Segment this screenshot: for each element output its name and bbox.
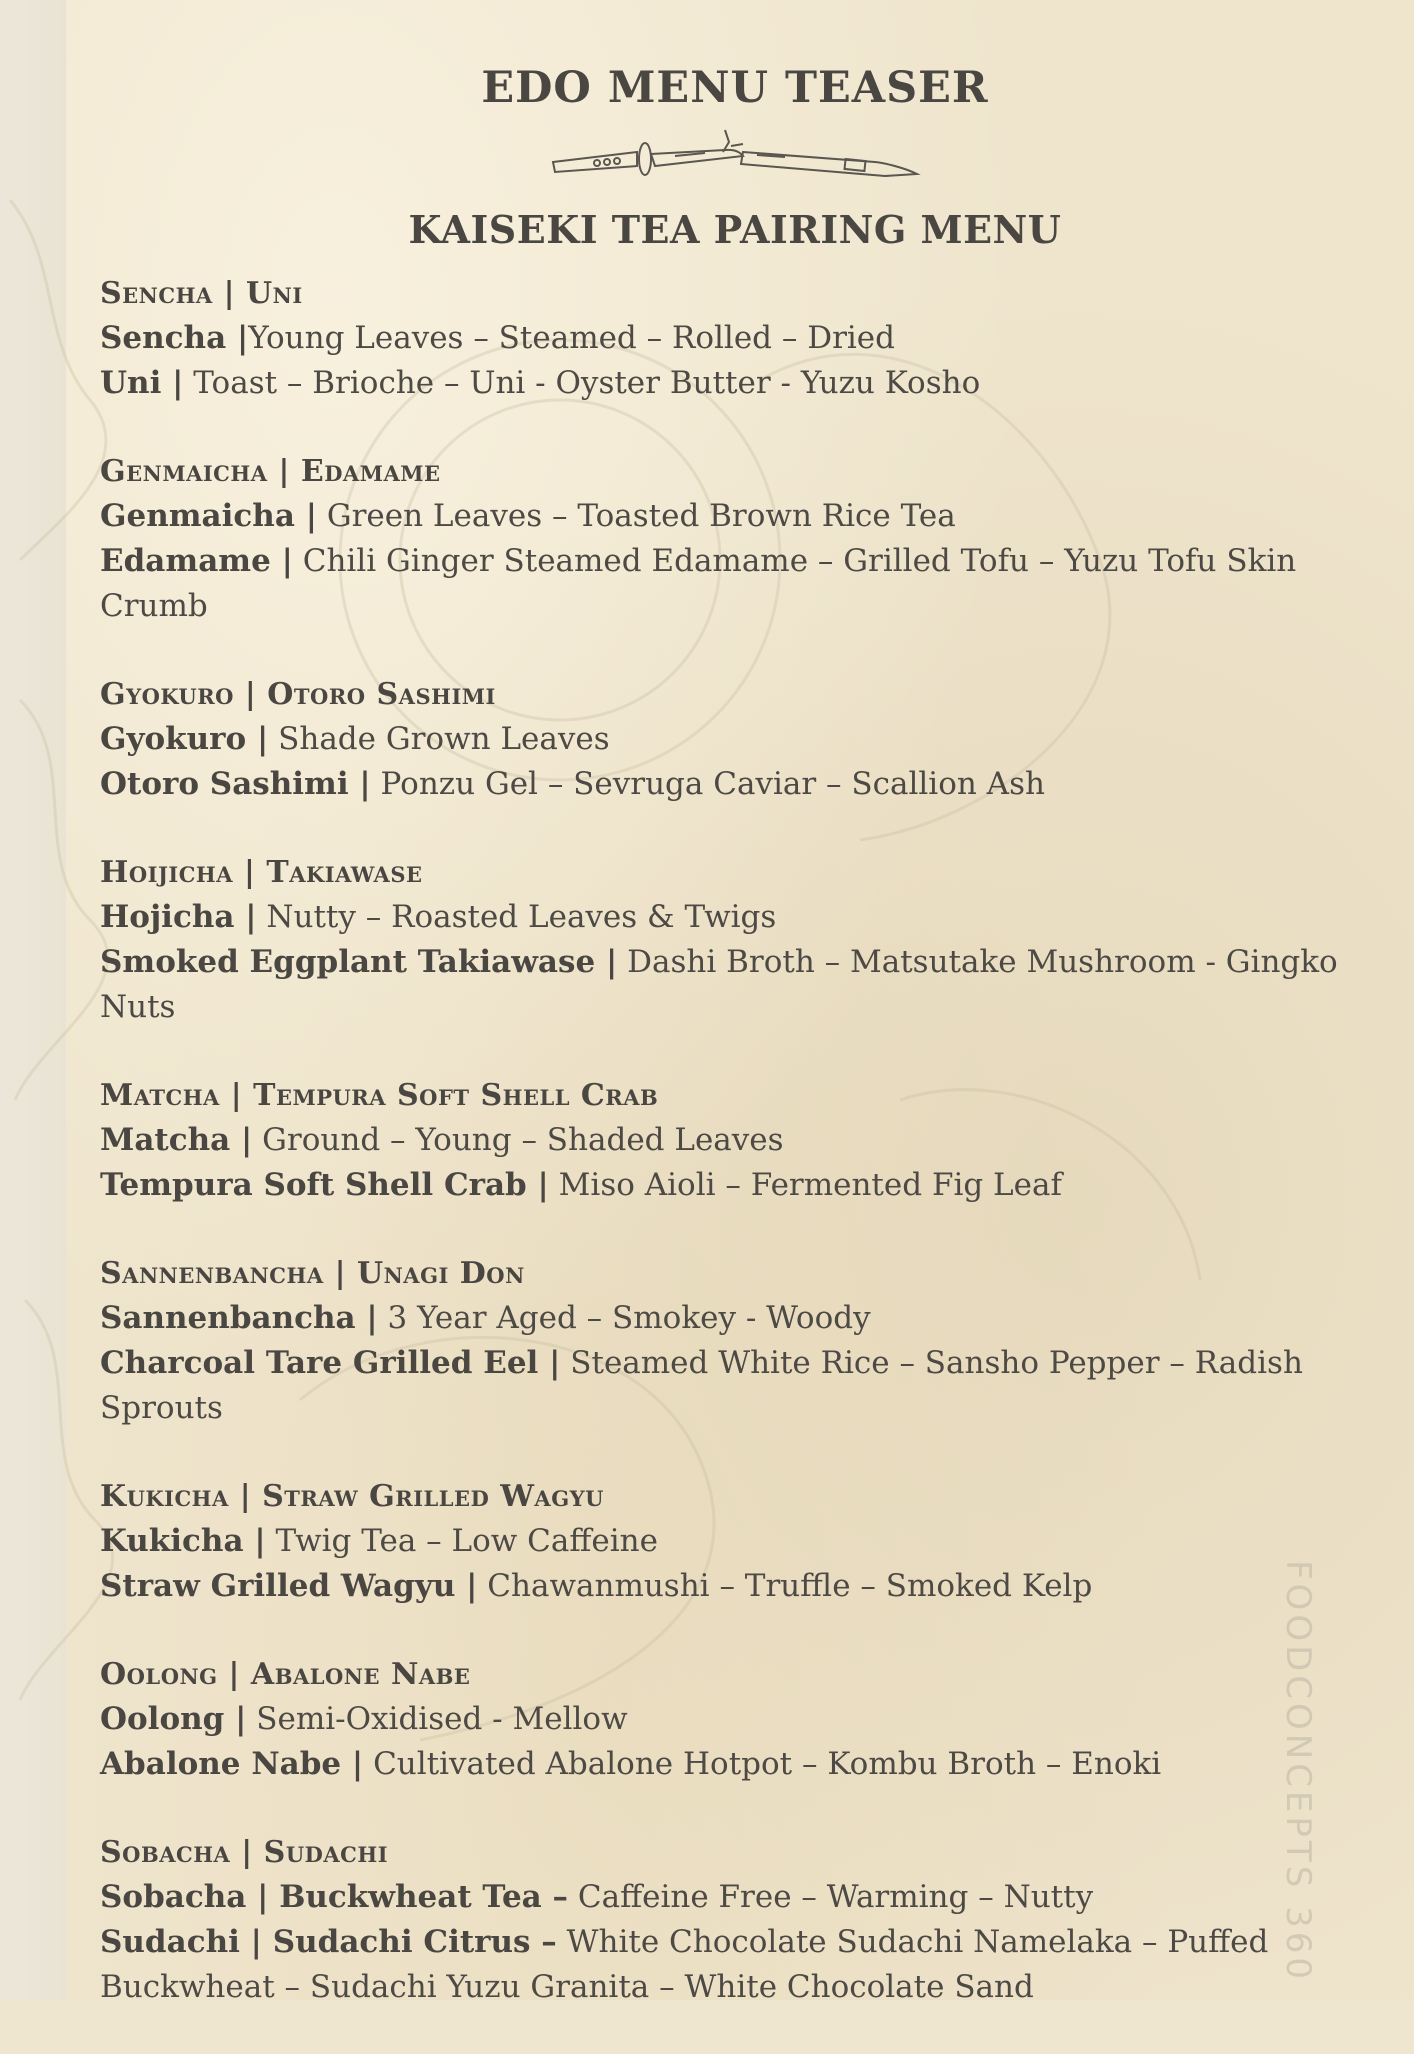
course-item [100,1831,1370,2010]
dish-line [100,361,1370,406]
dish-description: Steamed White Rice – Sansho Pepper – Radish Sprouts [100,1345,1303,1426]
tea-name: Hojicha | [100,899,257,935]
tea-name: Sencha | [100,320,249,356]
tea-line [100,717,1370,762]
dish-line [100,940,1370,1030]
course-heading: Sencha | Uni [100,276,303,311]
dish-name: Tempura Soft Shell Crab | [100,1167,549,1203]
course-item [100,1252,1370,1431]
dish-description: Dashi Broth – Matsutake Mushroom - Gingko Nuts [100,944,1338,1025]
dish-description: Chili Ginger Steamed Edamame – Grilled Tofu – Yuzu Tofu Skin Crumb [100,543,1297,624]
menu-subtitle: KAISEKI TEA PAIRING MENU [408,207,1062,252]
tea-name: Kukicha | [100,1523,266,1559]
course-item [100,673,1370,807]
course-item [100,1475,1370,1609]
katana-icon [545,122,925,188]
tea-line [100,1519,1370,1564]
course-heading: Hoijicha | Takiawase [100,855,423,890]
tea-description: Young Leaves – Steamed – Rolled – Dried [248,320,895,356]
course-item [100,272,1370,406]
dish-name: Uni | [100,365,184,401]
tea-line [100,1296,1370,1341]
dish-description: Toast – Brioche – Uni - Oyster Butter - Yuzu Kosho [183,365,981,401]
dish-line [100,762,1370,807]
tea-name: Matcha | [100,1122,253,1158]
dish-name: Smoked Eggplant Takiawase | [100,944,618,980]
tea-description: Nutty – Roasted Leaves & Twigs [256,899,777,935]
dish-description: Ponzu Gel – Sevruga Caviar – Scallion Ash [370,766,1045,802]
course-item [100,851,1370,1030]
dish-name: Straw Grilled Wagyu | [100,1568,478,1604]
page-title: EDO MENU TEASER [481,63,989,113]
course-list [100,272,1370,2054]
course-heading: Sannenbancha | Unagi Don [100,1256,525,1291]
tea-line [100,1875,1370,1920]
dish-name: Edamame | [100,543,293,579]
menu-header [0,58,1414,254]
tea-description: Semi-Oxidised - Mellow [246,1701,628,1737]
tea-description: Shade Grown Leaves [268,721,610,757]
course-heading: Genmaicha | Edamame [100,454,441,489]
dish-line [100,1920,1370,2010]
tea-name: Oolong | [100,1701,247,1737]
dish-line [100,1564,1370,1609]
dish-name: Abalone Nabe | [100,1746,364,1782]
tea-line [100,494,1370,539]
dish-line [100,539,1370,629]
course-heading: Oolong | Abalone Nabe [100,1657,471,1692]
dish-description: Miso Aioli – Fermented Fig Leaf [548,1167,1062,1203]
tea-name: Sobacha | Buckwheat Tea – [100,1879,569,1915]
course-item [100,1653,1370,1787]
dish-name: Sudachi | Sudachi Citrus – [100,1924,557,1960]
course-heading: Matcha | Tempura Soft Shell Crab [100,1078,659,1113]
course-heading: Gyokuro | Otoro Sashimi [100,677,496,712]
dish-name: Otoro Sashimi | [100,766,371,802]
tea-line [100,1118,1370,1163]
tea-name: Sannenbancha | [100,1300,378,1336]
course-item [100,1074,1370,1208]
dish-line [100,1341,1370,1431]
course-heading: Kukicha | Straw Grilled Wagyu [100,1479,604,1514]
tea-line [100,316,1370,361]
tea-line [100,895,1370,940]
tea-description: Twig Tea – Low Caffeine [265,1523,658,1559]
tea-name: Gyokuro | [100,721,269,757]
dish-description: Chawanmushi – Truffle – Smoked Kelp [477,1568,1093,1604]
tea-description: Green Leaves – Toasted Brown Rice Tea [316,498,956,534]
tea-description: Caffeine Free – Warming – Nutty [568,1879,1094,1915]
course-item [100,450,1370,629]
tea-line [100,1697,1370,1742]
dish-line [100,1163,1370,1208]
dish-name: Charcoal Tare Grilled Eel | [100,1345,561,1381]
dish-description: White Chocolate Sudachi Namelaka – Puffed Buckwheat – Sudachi Yuzu Granita – White Chocolate Sand [100,1924,1269,2005]
tea-description: 3 Year Aged – Smokey - Woody [377,1300,871,1336]
dish-description: Cultivated Abalone Hotpot – Kombu Broth – Enoki [363,1746,1162,1782]
course-heading: Sobacha | Sudachi [100,1835,389,1870]
tea-description: Ground – Young – Shaded Leaves [252,1122,784,1158]
brand-watermark: FOODCONCEPTS 360 [1278,1560,1318,1983]
tea-name: Genmaicha | [100,498,317,534]
dish-line [100,1742,1370,1787]
